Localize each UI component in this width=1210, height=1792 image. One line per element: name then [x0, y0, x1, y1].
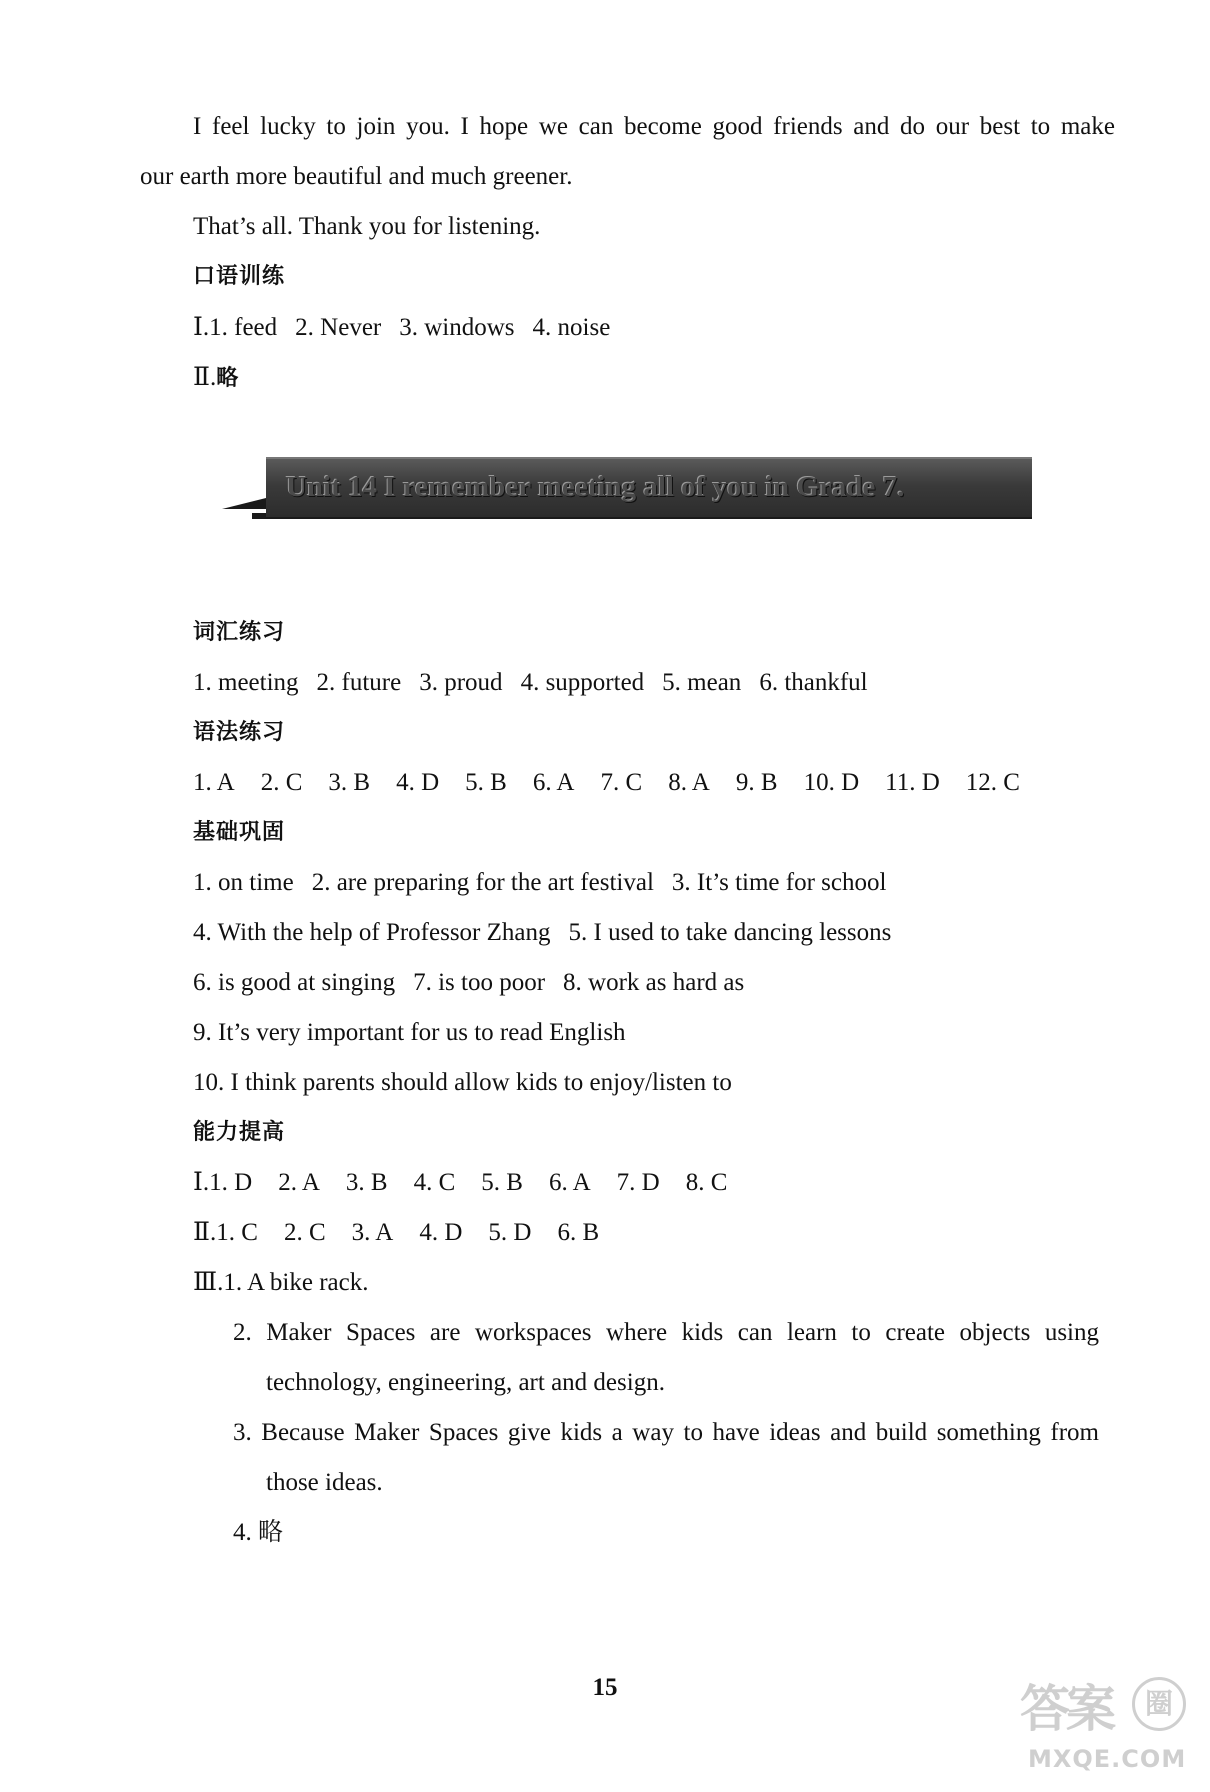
ability-answer: 8. C: [685, 1169, 728, 1196]
intro-line-1: I feel lucky to join you. I hope we can become good friends and do our best to make: [193, 113, 1115, 140]
grammar-answer: 1. A: [193, 769, 235, 796]
unit-title: Unit 14 I remember meeting all of you in Grade 7.: [286, 471, 905, 503]
grammar-answer: 11. D: [885, 769, 940, 796]
ability-part3-item3-line1: 3. Because Maker Spaces give kids a way to have ideas and build something from: [233, 1419, 1099, 1446]
grammar-heading: 语法练习: [193, 720, 286, 745]
ability-answer: 7. D: [616, 1169, 660, 1196]
grammar-answer: 7. C: [600, 769, 643, 796]
ability-answer: 3. A: [351, 1219, 394, 1246]
basic-answer: 8. work as hard as: [563, 969, 745, 996]
ability-answer: 4. D: [419, 1219, 463, 1246]
ability-part1: [193, 1168, 727, 1198]
basic-answer: 4. With the help of Professor Zhang: [193, 919, 551, 946]
basic-line-2: [193, 918, 891, 948]
ability-answer: 1. D: [209, 1169, 253, 1196]
oral-part1-label: Ⅰ.: [193, 314, 210, 341]
basic-answer: 5. I used to take dancing lessons: [568, 919, 892, 946]
ability-part3-item2-line2: technology, engineering, art and design.: [266, 1369, 665, 1396]
ability-answer: 4. C: [413, 1169, 456, 1196]
grammar-answer: 8. A: [668, 769, 710, 796]
ability-part3-item3-line2: those ideas.: [266, 1469, 383, 1496]
intro-line-2: our earth more beautiful and much greener.: [140, 163, 573, 190]
ability-answer: 5. D: [488, 1219, 532, 1246]
vocab-heading: 词汇练习: [193, 620, 286, 645]
oral-answer: 2. Never: [295, 314, 382, 341]
basic-line-5: 10. I think parents should allow kids to enjoy/listen to: [193, 1069, 732, 1096]
grammar-answer: 4. D: [396, 769, 440, 796]
grammar-answer: 3. B: [328, 769, 371, 796]
oral-answer: 4. noise: [532, 314, 611, 341]
ability-answer: 5. B: [481, 1169, 523, 1196]
banner-box: [266, 457, 1032, 519]
grammar-answer: 5. B: [465, 769, 507, 796]
oral-heading: 口语训练: [193, 264, 286, 289]
grammar-answer: 6. A: [532, 769, 575, 796]
page-number: 15: [592, 1674, 618, 1701]
oral-answer: 3. windows: [399, 314, 515, 341]
basic-heading: 基础巩固: [193, 820, 286, 845]
ability-part3-item2-line1: 2. Maker Spaces are workspaces where kids can learn to create objects using: [233, 1319, 1099, 1346]
oral-answer: 1. feed: [209, 314, 278, 341]
ability-answer: 2. C: [283, 1219, 326, 1246]
grammar-answer: 12. C: [965, 769, 1020, 796]
oral-part2-text: 略: [216, 366, 239, 391]
intro-line-3: That’s all. Thank you for listening.: [193, 213, 541, 240]
basic-answer: 1. on time: [193, 869, 294, 896]
oral-part2-label: Ⅱ.: [193, 364, 217, 391]
oral-part1: [193, 313, 610, 343]
basic-line-3: [193, 968, 744, 998]
banner-wedge: [222, 487, 270, 509]
basic-line-4: 9. It’s very important for us to read English: [193, 1019, 626, 1046]
vocab-answer: 6. thankful: [759, 669, 868, 696]
grammar-answer: 9. B: [735, 769, 778, 796]
basic-answer: 6. is good at singing: [193, 969, 396, 996]
basic-answer: 2. are preparing for the art festival: [311, 869, 654, 896]
unit-banner: [222, 457, 1034, 519]
vocab-answer: 3. proud: [419, 669, 503, 696]
ability-answer: 6. A: [548, 1169, 591, 1196]
ability-part2: [193, 1218, 599, 1248]
basic-line-1: [193, 868, 886, 898]
vocab-answer: 5. mean: [662, 669, 742, 696]
watermark-logo: [1012, 1675, 1202, 1785]
vocab-answer: 2. future: [316, 669, 402, 696]
ability-answer: 2. A: [278, 1169, 320, 1196]
ability-answer: 1. C: [216, 1219, 258, 1246]
ability-answer: 3. B: [345, 1169, 388, 1196]
ability-part3-item4: 4. 略: [233, 1519, 284, 1546]
vocab-answer: 4. supported: [520, 669, 645, 696]
ability-answer: 6. B: [557, 1219, 600, 1246]
ability-part3-text: 1. A bike rack.: [223, 1269, 369, 1296]
basic-answer: 3. It’s time for school: [671, 869, 887, 896]
ability-heading: 能力提高: [193, 1120, 286, 1145]
basic-answer: 7. is too poor: [413, 969, 546, 996]
ability-part3-item1: [193, 1268, 368, 1298]
watermark-url: MXQE.COM: [1028, 1745, 1187, 1773]
grammar-answer: 2. C: [260, 769, 303, 796]
ability-part3-label: Ⅲ.: [193, 1269, 224, 1296]
oral-part2: [193, 363, 238, 394]
watermark-badge-icon: 圈: [1132, 1677, 1186, 1731]
grammar-answers: [193, 768, 1020, 798]
ability-part2-label: Ⅱ.: [193, 1219, 217, 1246]
grammar-answer: 10. D: [803, 769, 860, 796]
vocab-answers: [193, 668, 868, 698]
watermark-brand: 答案: [1020, 1680, 1112, 1738]
ability-part1-label: Ⅰ.: [193, 1169, 210, 1196]
vocab-answer: 1. meeting: [193, 669, 299, 696]
